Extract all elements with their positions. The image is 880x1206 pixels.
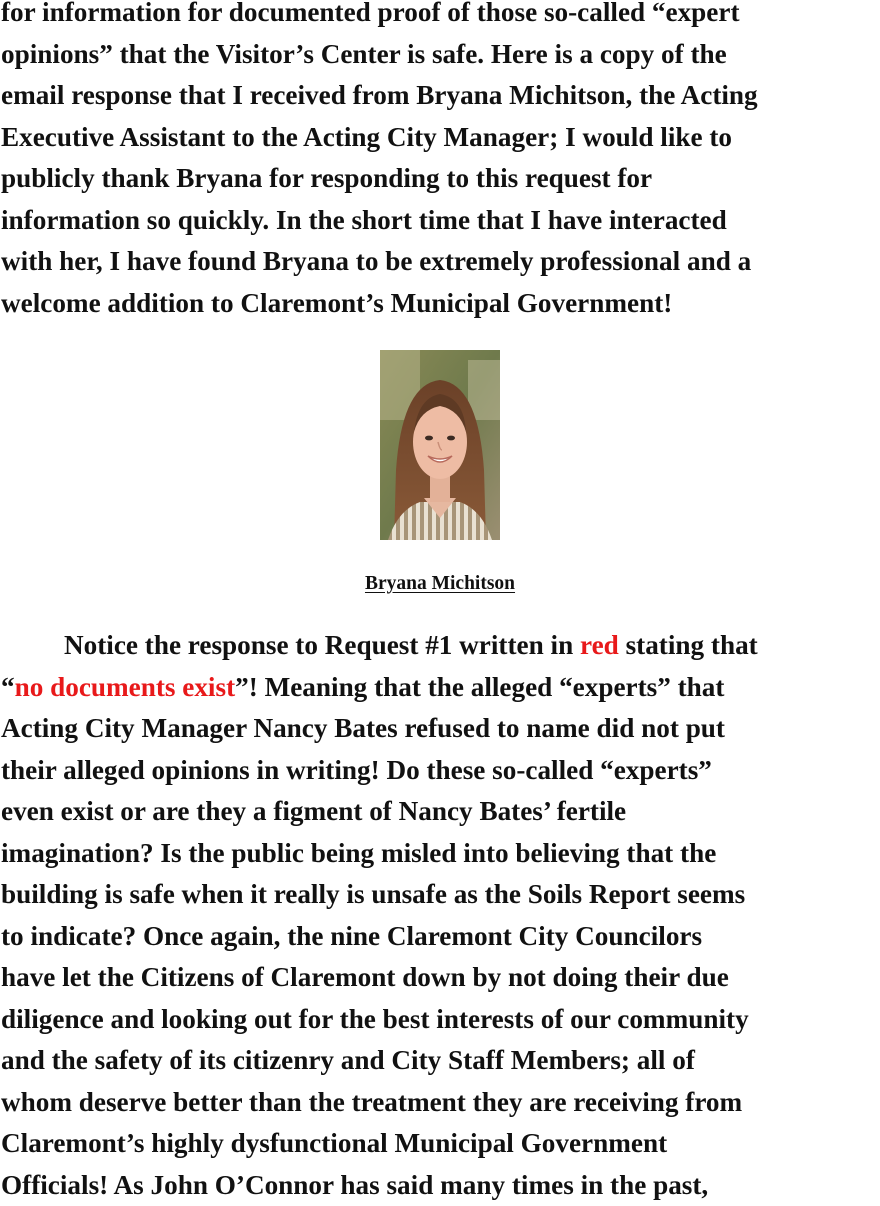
red-highlight: red [580, 630, 619, 660]
text-line: for information for documented proof of those so-called “expert [1, 0, 740, 27]
text-segment: Notice the response to Request #1 written in [64, 630, 580, 660]
text-line: opinions” that the Visitor’s Center is safe. Here is a copy of the [1, 38, 727, 69]
text-line: their alleged opinions in writing! Do these so-called “experts” [1, 754, 712, 785]
text-line: email response that I received from Bryana Michitson, the Acting [1, 80, 758, 110]
text-line: imagination? Is the public being misled into believing that the [1, 837, 717, 868]
text-segment: “ [1, 671, 15, 702]
text-line: welcome addition to Claremont’s Municipal Government! [1, 287, 673, 318]
text-segment: stating that [618, 630, 758, 660]
text-line [1, 625, 879, 667]
portrait-photo [380, 350, 500, 540]
text-line [1, 667, 879, 709]
text-line: to indicate? Once again, the nine Claremont City Councilors [1, 920, 703, 951]
text-line: Acting City Manager Nancy Bates refused to name did not put [1, 713, 725, 743]
paragraph-notice [1, 625, 879, 1206]
text-line: even exist or are they a figment of Nancy Bates’ fertile [1, 796, 627, 826]
photo-caption: Bryana Michitson [364, 573, 516, 594]
text-line: Executive Assistant to the Acting City Manager; I would like to [1, 121, 733, 152]
text-line: Officials! As John O’Connor has said many times in the past, [1, 1169, 709, 1200]
text-segment: ”! Meaning that the alleged “experts” that [235, 671, 725, 702]
text-line: have let the Citizens of Claremont down by not doing their due [1, 962, 729, 992]
text-line: whom deserve better than the treatment they are receiving from [1, 1086, 743, 1117]
text-line: information so quickly. In the short time that I have interacted [1, 204, 727, 235]
text-line: publicly thank Bryana for responding to this request for [1, 163, 653, 193]
text-line: Claremont’s highly dysfunctional Municipal Government [1, 1128, 668, 1158]
red-highlight: no documents exist [14, 671, 236, 702]
text-line: and the safety of its citizenry and City Staff Members; all of [1, 1045, 695, 1075]
text-line: diligence and looking out for the best interests of our community [1, 1003, 749, 1034]
paragraph-intro [1, 0, 879, 324]
text-line: with her, I have found Bryana to be extremely professional and a [1, 246, 752, 276]
text-line: building is safe when it really is unsafe as the Soils Report seems [1, 879, 746, 909]
